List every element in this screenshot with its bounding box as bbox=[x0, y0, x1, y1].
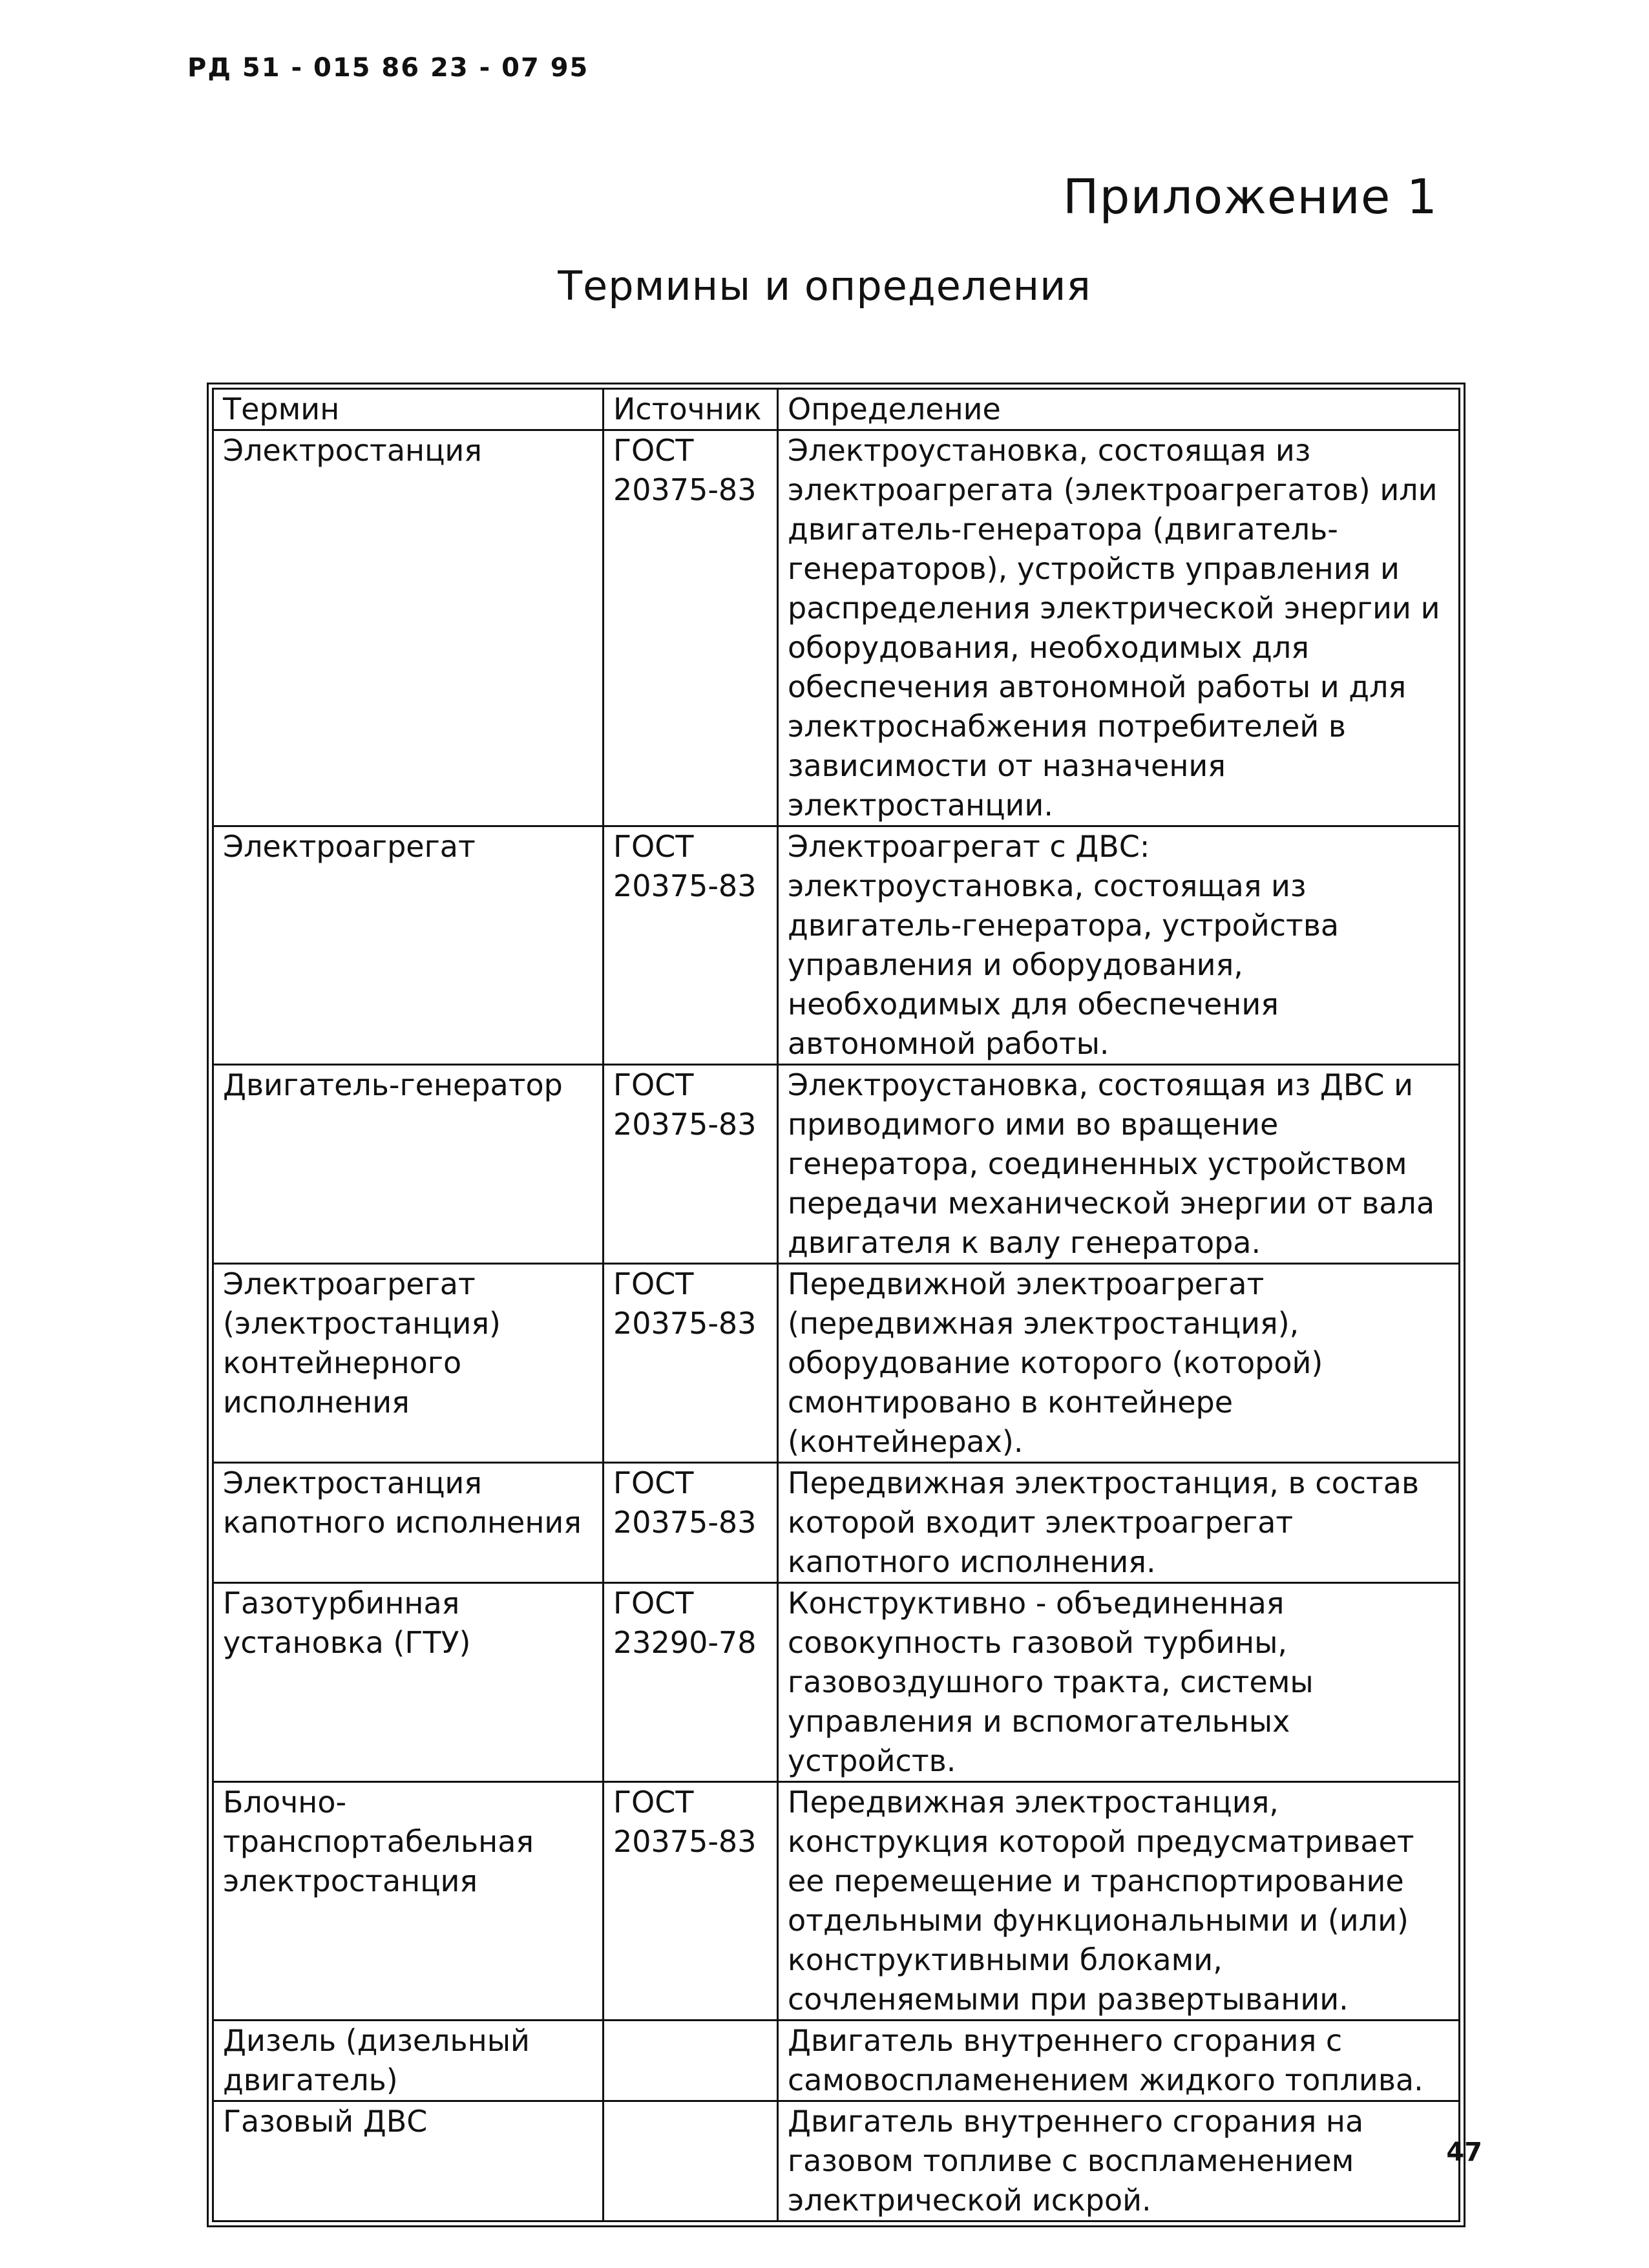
table-row bbox=[213, 430, 1460, 826]
column-header-term: Термин bbox=[213, 389, 604, 430]
table-row bbox=[213, 1463, 1460, 1583]
page-number: 47 bbox=[1446, 2137, 1482, 2167]
definition-cell: Электроустановка, состоящая из ДВС и приводимого ими во вращение генератора, соединенных устройством передачи механической энергии от вала двигателя к валу генератора. bbox=[778, 1065, 1460, 1264]
definition-cell: Передвижная электростанция, конструкция которой предусматривает ее перемещение и транспортирование отдельными функциональными и (или) конструктивными блоками, сочленяемыми при развертывании. bbox=[778, 1782, 1460, 2021]
definition-cell: Двигатель внутреннего сгорания с самовоспламенением жидкого топлива. bbox=[778, 2021, 1460, 2101]
definition-cell: Электроагрегат с ДВС: электроустановка, состоящая из двигатель-генератора, устройства управления и оборудования, необходимых для обеспечения автономной работы. bbox=[778, 826, 1460, 1065]
source-cell: ГОСТ 20375-83 bbox=[604, 1264, 778, 1463]
source-cell: ГОСТ 20375-83 bbox=[604, 430, 778, 826]
term-cell: Газотурбинная установка (ГТУ) bbox=[213, 1583, 604, 1782]
definition-cell: Двигатель внутреннего сгорания на газовом топливе с воспламенением электрической искрой. bbox=[778, 2101, 1460, 2221]
definition-cell: Передвижная электростанция, в состав которой входит электроагрегат капотного исполнения. bbox=[778, 1463, 1460, 1583]
table-header-row bbox=[213, 389, 1460, 430]
column-header-source: Источник bbox=[604, 389, 778, 430]
source-cell: ГОСТ 20375-83 bbox=[604, 1065, 778, 1264]
source-cell: ГОСТ 20375-83 bbox=[604, 1463, 778, 1583]
source-cell: ГОСТ 20375-83 bbox=[604, 1782, 778, 2021]
table-row bbox=[213, 1782, 1460, 2021]
source-cell bbox=[604, 2021, 778, 2101]
table-row bbox=[213, 826, 1460, 1065]
term-cell: Электроагрегат (электростанция) контейнерного исполнения bbox=[213, 1264, 604, 1463]
source-cell: ГОСТ 23290-78 bbox=[604, 1583, 778, 1782]
term-cell: Двигатель-генератор bbox=[213, 1065, 604, 1264]
source-cell bbox=[604, 2101, 778, 2221]
term-cell: Дизель (дизельный двигатель) bbox=[213, 2021, 604, 2101]
document-code: РД 51 - 015 86 23 - 07 95 bbox=[187, 53, 589, 83]
table-row bbox=[213, 1065, 1460, 1264]
source-cell: ГОСТ 20375-83 bbox=[604, 826, 778, 1065]
terms-table-frame bbox=[207, 383, 1465, 2227]
table-row bbox=[213, 1264, 1460, 1463]
table-row bbox=[213, 2021, 1460, 2101]
appendix-label: Приложение 1 bbox=[1062, 169, 1438, 225]
term-cell: Электростанция капотного исполнения bbox=[213, 1463, 604, 1583]
page-title: Термины и определения bbox=[558, 262, 1091, 310]
table-row bbox=[213, 1583, 1460, 1782]
definition-cell: Конструктивно - объединенная совокупность газовой турбины, газовоздушного тракта, системы управления и вспомогательных устройств. bbox=[778, 1583, 1460, 1782]
terms-table bbox=[212, 388, 1460, 2222]
definition-cell: Передвижной электроагрегат (передвижная электростанция), оборудование которого (которой) смонтировано в контейнере (контейнерах). bbox=[778, 1264, 1460, 1463]
term-cell: Электростанция bbox=[213, 430, 604, 826]
definition-cell: Электроустановка, состоящая из электроагрегата (электроагрегатов) или двигатель-генератора (двигатель-генераторов), устройств управления и распределения электрической энергии и оборудования, необходимых для обеспечения автономной работы и для электроснабжения потребителей в зависимости от назначения электростанции. bbox=[778, 430, 1460, 826]
term-cell: Блочно-транспортабельная электростанция bbox=[213, 1782, 604, 2021]
term-cell: Газовый ДВС bbox=[213, 2101, 604, 2221]
column-header-definition: Определение bbox=[778, 389, 1460, 430]
term-cell: Электроагрегат bbox=[213, 826, 604, 1065]
table-row bbox=[213, 2101, 1460, 2221]
